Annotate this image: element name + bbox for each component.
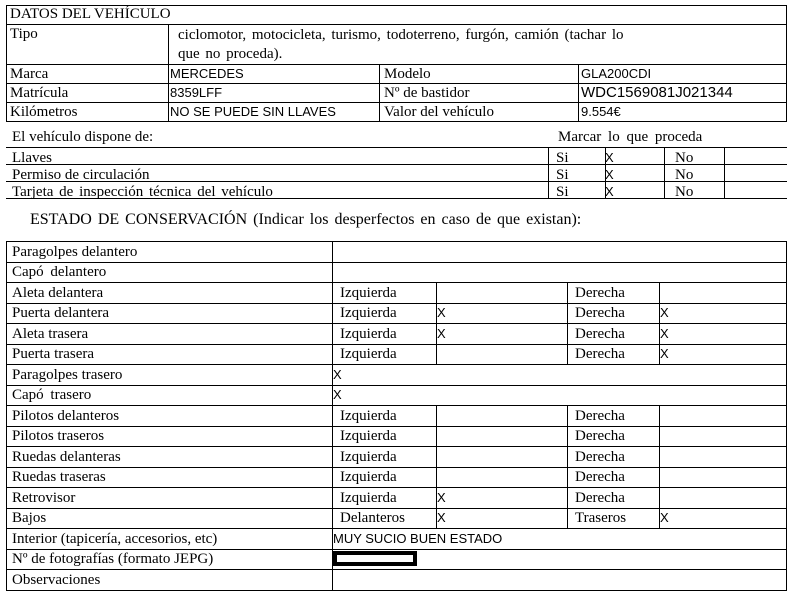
tipo-label: Tipo [10, 26, 38, 42]
doc-mark: X [605, 184, 614, 198]
doc-row [0, 148, 794, 164]
right-side-label: Derecha [575, 469, 625, 485]
row-label-ruedas-delanteras: Ruedas delanteras [12, 449, 121, 465]
row-label-bajos: Bajos [12, 510, 47, 526]
right-side-label: Derecha [575, 346, 625, 362]
doc-no: No [675, 167, 694, 181]
documents-instruction: Marcar lo que proceda [558, 129, 703, 145]
right-side-label: Derecha [575, 449, 625, 465]
bastidor-value: WDC1569081J021344 [581, 84, 733, 101]
left-side-label: Izquierda [340, 408, 397, 424]
row-label-paragolpes-delantero: Paragolpes delantero [12, 244, 138, 260]
row-label-interior: Interior (tapicería, accesorios, etc) [12, 531, 218, 547]
row-label-fotografias: Nº de fotografías (formato JEPG) [12, 551, 214, 567]
right-damage-mark: X [660, 305, 669, 320]
right-damage-mark: X [660, 346, 669, 361]
km-label: Kilómetros [10, 104, 78, 120]
right-side-label: Traseros [575, 510, 627, 526]
conservation-title: ESTADO DE CONSERVACIÓN (Indicar los desperfectos en caso de que existan): [30, 211, 582, 228]
modelo-value: GLA200CDI [581, 66, 652, 81]
marca-value: MERCEDES [170, 66, 244, 81]
row-label-pilotos-traseros: Pilotos traseros [12, 428, 105, 444]
row-label-aleta-delantera: Aleta delantera [12, 285, 104, 301]
valor-value: 9.554€ [581, 104, 621, 119]
left-damage-mark: X [437, 490, 446, 505]
doc-no: No [675, 150, 694, 164]
right-side-label: Derecha [575, 285, 625, 301]
right-side-label: Derecha [575, 408, 625, 424]
right-side-label: Derecha [575, 305, 625, 321]
doc-mark: X [605, 150, 614, 164]
interior-value: MUY SUCIO BUEN ESTADO [333, 531, 503, 546]
row-label-observaciones: Observaciones [12, 572, 101, 588]
redaction-box [333, 551, 417, 566]
documents-intro: El vehículo dispone de: [12, 129, 154, 145]
damage-mark: X [333, 387, 342, 402]
left-side-label: Izquierda [340, 428, 397, 444]
marca-label: Marca [10, 66, 49, 82]
tipo-options-line2: que no proceda). [178, 46, 283, 62]
left-damage-mark: X [437, 326, 446, 341]
valor-label: Valor del vehículo [384, 104, 494, 120]
left-side-label: Izquierda [340, 305, 397, 321]
doc-row [0, 165, 794, 181]
right-side-label: Derecha [575, 428, 625, 444]
doc-si: Si [556, 184, 569, 198]
doc-no: No [675, 184, 694, 198]
left-side-label: Izquierda [340, 326, 397, 342]
doc-si: Si [556, 150, 569, 164]
bastidor-label: Nº de bastidor [384, 85, 470, 101]
right-side-label: Derecha [575, 490, 625, 506]
damage-mark: X [333, 367, 342, 382]
doc-label: Permiso de circulación [12, 167, 150, 181]
doc-label: Llaves [12, 150, 52, 164]
row-label-capo-delantero: Capó delantero [12, 264, 107, 280]
right-damage-mark: X [660, 510, 669, 525]
right-damage-mark: X [660, 326, 669, 341]
row-label-aleta-trasera: Aleta trasera [12, 326, 89, 342]
left-side-label: Delanteros [340, 510, 405, 526]
left-side-label: Izquierda [340, 285, 397, 301]
row-label-puerta-trasera: Puerta trasera [12, 346, 95, 362]
left-damage-mark: X [437, 305, 446, 320]
left-damage-mark: X [437, 510, 446, 525]
km-value: NO SE PUEDE SIN LLAVES [170, 104, 336, 119]
row-label-paragolpes-trasero: Paragolpes trasero [12, 367, 123, 383]
matricula-label: Matrícula [10, 85, 69, 101]
left-side-label: Izquierda [340, 469, 397, 485]
doc-row [0, 182, 794, 198]
row-label-ruedas-traseras: Ruedas traseras [12, 469, 106, 485]
row-label-puerta-delantera: Puerta delantera [12, 305, 110, 321]
left-side-label: Izquierda [340, 449, 397, 465]
tipo-options-line1: ciclomotor, motocicleta, turismo, todoterreno, furgón, camión (tachar lo [178, 27, 624, 43]
right-side-label: Derecha [575, 326, 625, 342]
row-label-pilotos-delanteros: Pilotos delanteros [12, 408, 120, 424]
left-side-label: Izquierda [340, 346, 397, 362]
section-title: DATOS DEL VEHÍCULO [10, 6, 171, 22]
doc-mark: X [605, 167, 614, 181]
doc-si: Si [556, 167, 569, 181]
left-side-label: Izquierda [340, 490, 397, 506]
doc-label: Tarjeta de inspección técnica del vehículo [12, 184, 273, 198]
matricula-value: 8359LFF [170, 85, 223, 100]
row-label-retrovisor: Retrovisor [12, 490, 76, 506]
modelo-label: Modelo [384, 66, 431, 82]
row-label-capo-trasero: Capó trasero [12, 387, 92, 403]
